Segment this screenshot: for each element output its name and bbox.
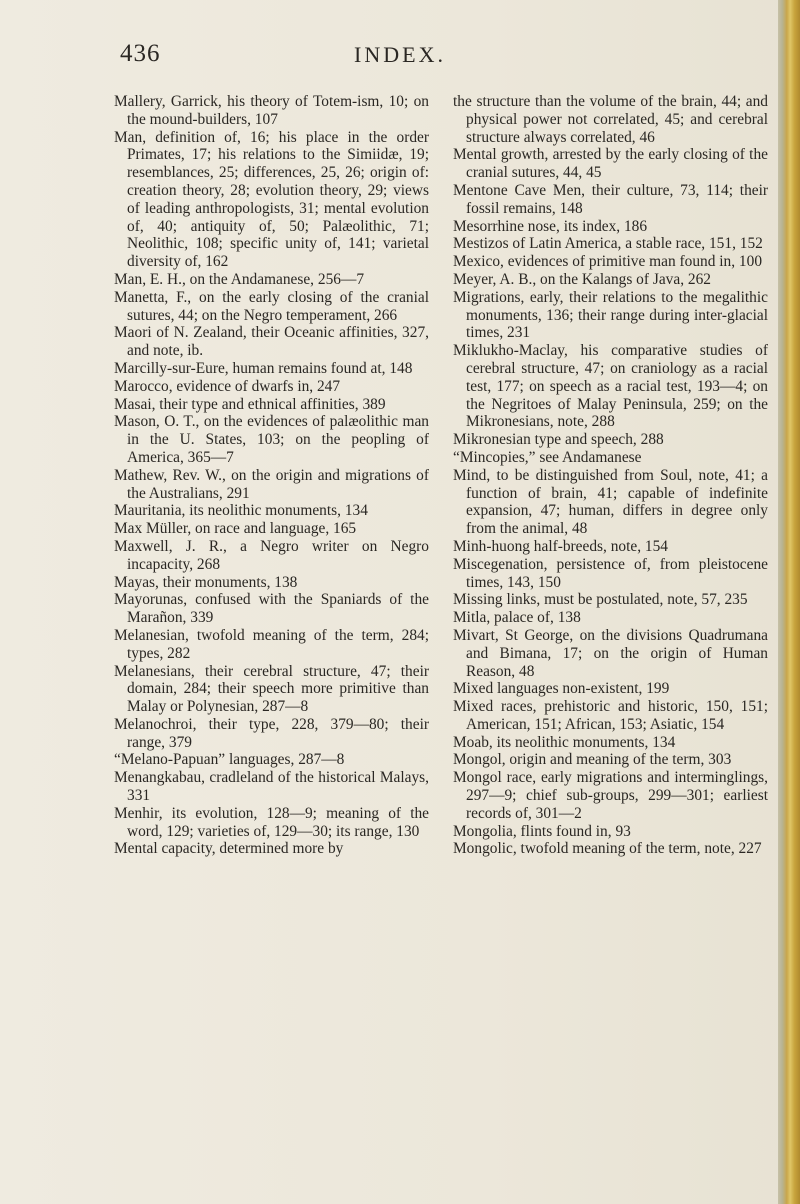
index-entry: Marocco, evidence of dwarfs in, 247 [114,377,341,395]
index-entry: Mayorunas, confused with the Spaniards of the Marañon, 339 [114,591,429,627]
index-entry: Marcilly-sur-Eure, human remains found at, 148 [114,359,413,377]
page-number: 436 [120,40,161,67]
index-entry: Mongol race, early migrations and interminglings, 297—9; chief sub-groups, 299—301; earliest records of, 301—2 [453,769,768,822]
index-entry: Mongol, origin and meaning of the term, 303 [453,751,732,769]
index-entry: Mestizos of Latin America, a stable race, 151, 152 [453,235,763,253]
index-entry: Mind, to be distinguished from Soul, note, 41; a function of brain, 41; capable of indefinite expansion, 47; human, differs in degree only from the animal, 48 [453,466,768,538]
running-title: INDEX. [354,42,446,67]
index-entry: Mitla, palace of, 138 [453,609,581,627]
index-entry: Mental growth, arrested by the early closing of the cranial sutures, 44, 45 [453,146,768,182]
index-entry: Melanesian, twofold meaning of the term, 284; types, 282 [114,626,429,662]
index-entry: Mauritania, its neolithic monuments, 134 [114,502,368,520]
index-entry: Mallery, Garrick, his theory of Totem-ism, 10; on the mound-builders, 107 [114,93,429,128]
left-column [114,93,429,858]
index-entry: Menangkabau, cradleland of the historical Malays, 331 [114,769,429,805]
index-entry: Miklukho-Maclay, his comparative studies of cerebral structure, 47; on craniology as a racial test, 177; on speech as a racial test, 193—4; on the Negritoes of Malay Peninsula, 259; on the Mikronesians, note, 288 [453,342,768,431]
index-entry: Manetta, F., on the early closing of the cranial sutures, 44; on the Negro temperament, 266 [114,288,429,324]
index-entry: Maxwell, J. R., a Negro writer on Negro incapacity, 268 [114,537,429,573]
index-entry: Missing links, must be postulated, note, 57, 235 [453,591,748,609]
index-entry: Mesorrhine nose, its index, 186 [453,217,648,235]
index-entry: Menhir, its evolution, 128—9; meaning of the word, 129; varieties of, 129—30; its range, 130 [114,804,429,840]
gilt-page-edge [778,0,800,1204]
index-entry: Maori of N. Zealand, their Oceanic affinities, 327, and note, ib. [114,324,429,360]
index-entry: “Mincopies,” see Andamanese [453,448,642,466]
index-entry: Mayas, their monuments, 138 [114,573,298,591]
index-entry: Mexico, evidences of primitive man found in, 100 [453,253,763,271]
index-entry: Mongolia, flints found in, 93 [453,822,631,840]
page-header [90,40,710,74]
index-entry: Mixed races, prehistoric and historic, 150, 151; American, 151; African, 153; Asiatic, 154 [453,698,768,733]
index-entry: Moab, its neolithic monuments, 134 [453,733,676,751]
index-entry: “Melano-Papuan” languages, 287—8 [114,751,345,769]
index-entry: Mental capacity, determined more by [114,840,344,858]
index-entry: Melanesians, their cerebral structure, 47; their domain, 284; their speech more primitive than Malay or Polynesian, 287—8 [114,662,429,716]
index-entry: Masai, their type and ethnical affinities, 389 [114,395,386,413]
index-entry: Mason, O. T., on the evidences of palæolithic man in the U. States, 103; on the peopling of America, 365—7 [114,413,429,466]
index-entry: Mentone Cave Men, their culture, 73, 114; their fossil remains, 148 [453,181,768,217]
right-column [453,93,768,858]
index-entry: Minh-huong half-breeds, note, 154 [453,537,668,555]
index-entry: Mikronesian type and speech, 288 [453,431,664,449]
index-entry: Melanochroi, their type, 228, 379—80; their range, 379 [114,715,429,751]
index-entry: Miscegenation, persistence of, from pleistocene times, 143, 150 [453,555,768,591]
index-entry: Mongolic, twofold meaning of the term, note, 227 [453,840,762,858]
index-entry: Mixed languages non-existent, 199 [453,680,670,698]
index-entry: Mathew, Rev. W., on the origin and migrations of the Australians, 291 [114,466,429,502]
index-entry: Mivart, St George, on the divisions Quadrumana and Bimana, 17; on the origin of Human Reason, 48 [453,626,768,680]
index-entry: Migrations, early, their relations to the megalithic monuments, 136; their range during inter-glacial times, 231 [453,288,768,342]
index-entry: the structure than the volume of the brain, 44; and physical power not correlated, 45; and cerebral structure always correlated, 46 [453,93,768,146]
index-entry: Man, E. H., on the Andamanese, 256—7 [114,270,365,288]
index-entry: Man, definition of, 16; his place in the order Primates, 17; his relations to the Simiidæ, 19; resemblances, 25; differences, 25, 26; origin of: creation theory, 28; evolution theory, 29; views of leading anthropologists, 31; mental evolution of, 40; antiquity of, 50; Palæolithic, 71; Neolithic, 108; specific unity of, 141; varietal diversity of, 162 [114,128,429,271]
index-entry: Meyer, A. B., on the Kalangs of Java, 262 [453,270,711,288]
index-entry: Max Müller, on race and language, 165 [114,520,357,538]
